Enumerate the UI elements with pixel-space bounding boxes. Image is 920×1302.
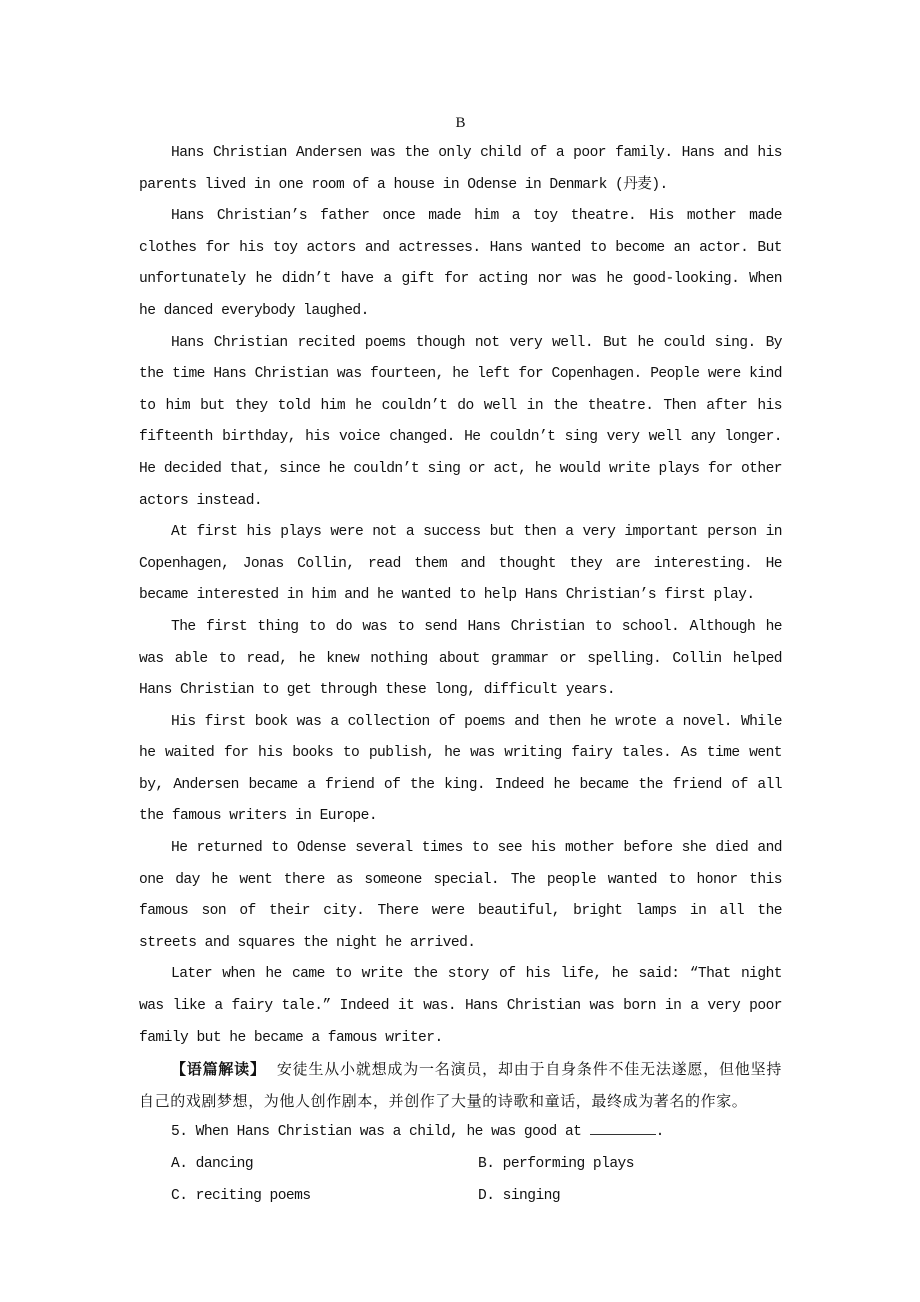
passage-analysis (139, 1054, 782, 1117)
analysis-label: 【语篇解读】 (171, 1060, 266, 1079)
paragraph-5: The first thing to do was to send Hans Christian to school. Although he was able to read, he knew nothing about grammar or spelling. Collin helped Hans Christian to get through these long, difficult years. (139, 618, 782, 699)
paragraph-3: Hans Christian recited poems though not very well. But he could sing. By the time Hans Christian was fourteen, he left for Copenhagen. People were kind to him but they told him he couldn’t do well in the theatre. Then after his fifteenth birthday, his voice changed. He couldn’t sing very well any longer. He decided that, since he couldn’t sing or act, he would write plays for other actors instead. (139, 334, 782, 509)
paragraph-4: At first his plays were not a success but then a very important person in Copenhagen, Jonas Collin, read them and thought they are interesting. He became interested in him and he wanted to help Hans Christian’s first play. (139, 524, 782, 604)
question-5 (139, 1117, 782, 1149)
paragraph-7: He returned to Odense several times to see his mother before she died and one day he went there as someone special. The people wanted to honor this famous son of their city. There were beautiful, bright lamps in all the streets and squares the night he arrived. (139, 840, 782, 951)
paragraph-2: Hans Christian’s father once made him a toy theatre. His mother made clothes for his toy actors and actresses. Hans wanted to become an actor. But unfortunately he didn’t have a gift for acting nor was he good-looking. When he danced everybody laughed. (139, 208, 782, 319)
option-c: C. reciting poems (171, 1187, 311, 1204)
section-title: B (455, 115, 466, 131)
document-page (139, 108, 782, 1212)
option-a: A. dancing (171, 1156, 254, 1172)
analysis-text: 安徒生从小就想成为一名演员，却由于自身条件不佳无法遂愿，但他坚持自己的戏剧梦想，为他人创作剧本，并创作了大量的诗歌和童话，最终成为著名的作家。 (139, 1060, 782, 1110)
answer-blank (590, 1120, 656, 1135)
answer-options (139, 1149, 782, 1212)
paragraph-8: Later when he came to write the story of his life, he said: “That night was like a fairy tale.” Indeed it was. Hans Christian was born in a very poor family but he became a famous writer. (139, 966, 782, 1046)
option-d: D. singing (478, 1187, 561, 1204)
paragraph-1: Hans Christian Andersen was the only child of a poor family. Hans and his parents lived in one room of a house in Odense in Denmark (丹麦). (139, 145, 782, 193)
question-stem-end: . (655, 1124, 664, 1141)
option-b: B. performing plays (478, 1156, 634, 1172)
question-stem: 5. When Hans Christian was a child, he was good at (171, 1124, 590, 1141)
paragraph-6: His first book was a collection of poems and then he wrote a novel. While he waited for his books to publish, he was writing fairy tales. As time went by, Andersen became a friend of the king. Indeed he became the friend of all the famous writers in Europe. (139, 713, 782, 825)
